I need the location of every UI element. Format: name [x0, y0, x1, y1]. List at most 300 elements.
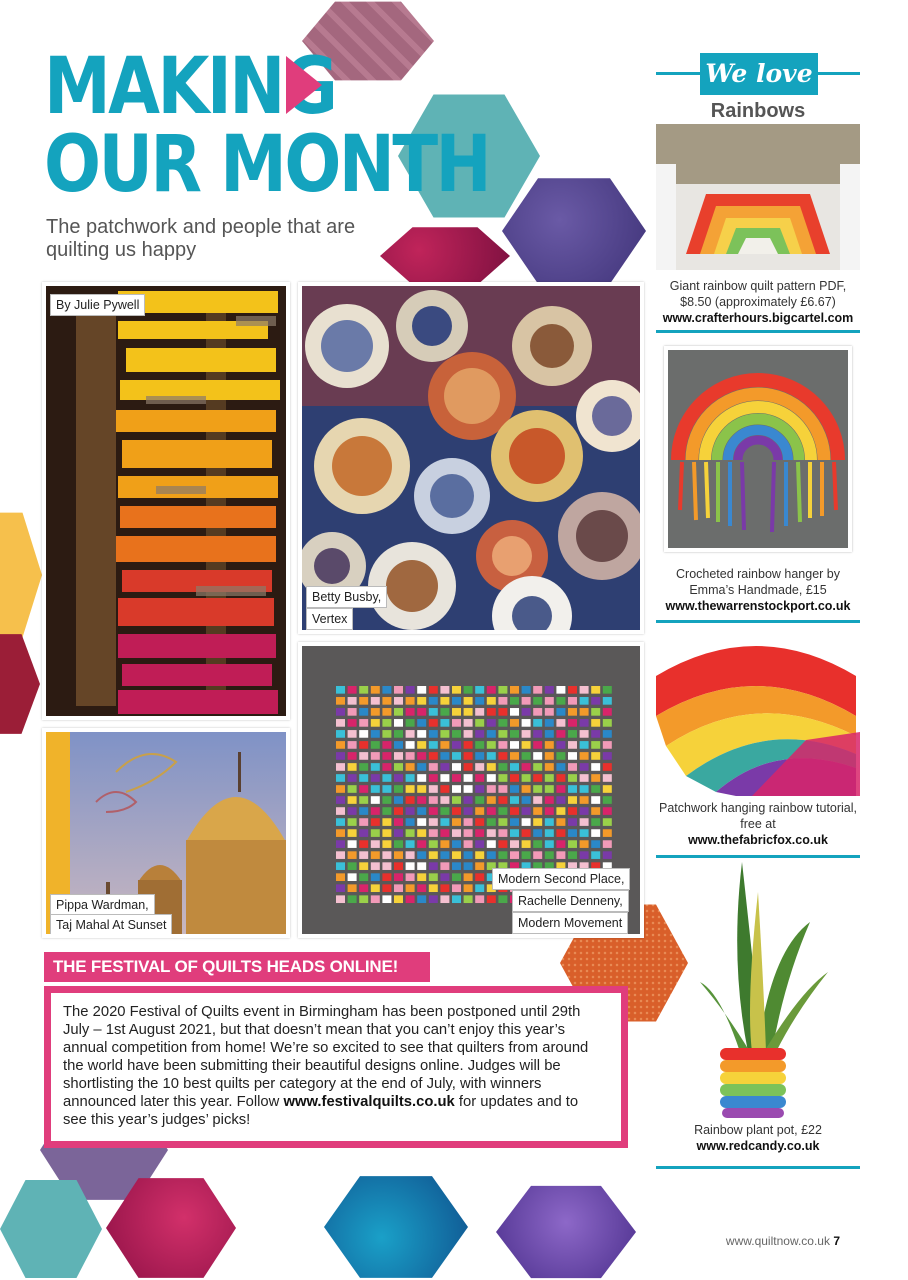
quilt-square [522, 752, 531, 760]
quilt-square [417, 686, 426, 694]
quilt-square [429, 851, 438, 859]
quilt-square [545, 730, 554, 738]
quilt-square [417, 708, 426, 716]
quilt-square [359, 741, 368, 749]
quilt-square [545, 752, 554, 760]
quilt-square [487, 763, 496, 771]
quilt-square [498, 697, 507, 705]
quilt-square [475, 741, 484, 749]
quilt-square [371, 807, 380, 815]
quilt-square [359, 829, 368, 837]
quilt-square [464, 840, 473, 848]
quilt-square [475, 697, 484, 705]
quilt-square [498, 829, 507, 837]
quilt-square [382, 807, 391, 815]
quilt-square [336, 829, 345, 837]
caption-rachelle-line1: Modern Second Place, [498, 872, 625, 886]
product-text-rainbow-quilt [656, 278, 860, 326]
page-title-line2: OUR MONTH [44, 120, 490, 210]
quilt-square [464, 862, 473, 870]
quilt-square [348, 873, 357, 881]
quilt-square [348, 741, 357, 749]
quilt-square [510, 708, 519, 716]
quilt-square [394, 741, 403, 749]
quilt-square [359, 796, 368, 804]
quilt-square [568, 763, 577, 771]
quilt-square [371, 730, 380, 738]
quilt-square [348, 851, 357, 859]
quilt-square [475, 895, 484, 903]
quilt-square [510, 730, 519, 738]
quilt-square [336, 697, 345, 705]
quilt-square [533, 719, 542, 727]
quilt-square [603, 730, 612, 738]
quilt-square [452, 807, 461, 815]
festival-article [44, 986, 628, 1148]
hexagon-fabric-purple [502, 176, 646, 286]
quilt-square [429, 686, 438, 694]
quilt-square [429, 796, 438, 804]
quilt-square [348, 796, 357, 804]
quilt-square [452, 719, 461, 727]
quilt-square [336, 741, 345, 749]
quilt-square [417, 730, 426, 738]
quilt-square [464, 818, 473, 826]
quilt-square [429, 840, 438, 848]
quilt-square [580, 807, 589, 815]
quilt-square [417, 884, 426, 892]
quilt-square [591, 785, 600, 793]
product-text-rainbow-plant-pot [656, 1122, 860, 1154]
quilt-square [556, 741, 565, 749]
quilt-square [371, 818, 380, 826]
quilt-square [348, 829, 357, 837]
caption-rachelle-line3: Modern Movement [518, 916, 623, 930]
quilt-square [417, 741, 426, 749]
quilt-square [406, 807, 415, 815]
quilt-square [429, 818, 438, 826]
quilt-square [336, 719, 345, 727]
quilt-square [556, 785, 565, 793]
quilt-square [406, 708, 415, 716]
quilt-square [568, 719, 577, 727]
quilt-square [464, 785, 473, 793]
quilt-square [440, 686, 449, 694]
quilt-square [533, 686, 542, 694]
quilt-square [348, 840, 357, 848]
quilt-square [429, 763, 438, 771]
quilt-square [452, 708, 461, 716]
quilt-square [533, 807, 542, 815]
quilt-square [336, 796, 345, 804]
quilt-square [359, 862, 368, 870]
quilt-square [336, 730, 345, 738]
quilt-square [440, 884, 449, 892]
quilt-square [487, 774, 496, 782]
quilt-square [556, 851, 565, 859]
quilt-square [394, 686, 403, 694]
quilt-square [498, 763, 507, 771]
separator-2 [656, 620, 860, 623]
quilt-square [580, 851, 589, 859]
quilt-square [510, 686, 519, 694]
quilt-square [498, 818, 507, 826]
product-image-patchwork-rainbow [656, 636, 860, 796]
quilt-square [603, 818, 612, 826]
quilt-square [487, 895, 496, 903]
quilt-square [359, 807, 368, 815]
quilt-square [382, 741, 391, 749]
quilt-square [580, 697, 589, 705]
hexagon-maroon [0, 632, 40, 736]
quilt-square [556, 774, 565, 782]
quilt-square [359, 752, 368, 760]
quilt-square [556, 752, 565, 760]
caption-pippa-line1: Pippa Wardman, [56, 898, 149, 912]
quilt-square [464, 895, 473, 903]
quilt-square [545, 719, 554, 727]
quilt-square [417, 829, 426, 837]
caption-taj-mahal [50, 914, 172, 936]
quilt-square [452, 785, 461, 793]
quilt-square [580, 708, 589, 716]
quilt-square [394, 697, 403, 705]
quilt-square [406, 895, 415, 903]
quilt-square [359, 785, 368, 793]
quilt-square [406, 763, 415, 771]
rainbows-heading: Rainbows [710, 100, 806, 122]
product-desc-crochet-rainbow: Crocheted rainbow hanger by Emma’s Handmade, £15 [676, 567, 840, 597]
quilt-square [452, 796, 461, 804]
quilt-square [406, 851, 415, 859]
quilt-square [603, 774, 612, 782]
quilt-square [591, 829, 600, 837]
quilt-square [475, 873, 484, 881]
product-link-thefabricfox[interactable]: www.thefabricfox.co.uk [688, 833, 828, 847]
quilt-square [371, 708, 380, 716]
quilt-square [545, 807, 554, 815]
patchwork-rainbow-photo [656, 636, 860, 796]
quilt-square [568, 818, 577, 826]
quilt-square [406, 829, 415, 837]
quilt-square [348, 862, 357, 870]
quilt-square [359, 730, 368, 738]
quilt-square [533, 785, 542, 793]
quilt-square [533, 774, 542, 782]
quilt-square [348, 818, 357, 826]
quilt-square [406, 884, 415, 892]
quilt-square [580, 796, 589, 804]
quilt-square [440, 697, 449, 705]
quilt-square [452, 840, 461, 848]
quilt-square [382, 862, 391, 870]
quilt-square [568, 741, 577, 749]
quilt-square [580, 752, 589, 760]
quilt-square [498, 774, 507, 782]
quilt-square [394, 752, 403, 760]
quilt-square [510, 818, 519, 826]
quilt-square [603, 829, 612, 837]
quilt-square [406, 719, 415, 727]
quilt-square [440, 785, 449, 793]
quilt-square [568, 851, 577, 859]
quilt-square [394, 840, 403, 848]
product-link-redcandy[interactable]: www.redcandy.co.uk [696, 1139, 820, 1153]
quilt-square [336, 851, 345, 859]
quilt-square [545, 686, 554, 694]
quilt-square [359, 686, 368, 694]
quilt-square [533, 697, 542, 705]
quilt-square [464, 763, 473, 771]
quilt-square [522, 796, 531, 804]
product-link-thewarrenstockport[interactable]: www.thewarrenstockport.co.uk [665, 599, 851, 613]
product-desc-rainbow-plant-pot: Rainbow plant pot, £22 [694, 1123, 822, 1137]
quilt-square [591, 851, 600, 859]
quilt-square [406, 796, 415, 804]
quilt-square [452, 818, 461, 826]
quilt-square [498, 741, 507, 749]
quilt-square [510, 796, 519, 804]
quilt-square [452, 873, 461, 881]
quilt-square [533, 818, 542, 826]
quilt-square [522, 851, 531, 859]
quilt-square [359, 884, 368, 892]
caption-betty-busby [306, 586, 387, 608]
quilt-square [394, 873, 403, 881]
we-love-rule-left [656, 72, 700, 75]
product-desc-patchwork-rainbow: Patchwork hanging rainbow tutorial, free at [658, 801, 858, 831]
quilt-square [568, 697, 577, 705]
quilt-square [382, 719, 391, 727]
quilt-square [580, 829, 589, 837]
page-title-line1: MAKING [44, 42, 336, 132]
quilt-square [545, 829, 554, 837]
quilt-square [591, 730, 600, 738]
quilt-square [568, 752, 577, 760]
quilt-square [475, 840, 484, 848]
quilt-square [475, 807, 484, 815]
quilt-square [475, 884, 484, 892]
quilt-square [348, 686, 357, 694]
quilt-square [406, 686, 415, 694]
caption-julie-pywell: By Julie Pywell [50, 294, 145, 316]
footer-site: www.quiltnow.co.uk [725, 1234, 830, 1248]
quilt-square [464, 686, 473, 694]
quilt-square [394, 862, 403, 870]
quilt-square [556, 829, 565, 837]
quilt-square [440, 895, 449, 903]
quilt-square [522, 741, 531, 749]
quilt-square [603, 785, 612, 793]
quilt-square [371, 840, 380, 848]
page-number: 7 [833, 1234, 840, 1248]
quilt-square [371, 719, 380, 727]
quilt-square [603, 708, 612, 716]
quilt-square [603, 752, 612, 760]
quilt-square [371, 884, 380, 892]
quilt-square [406, 873, 415, 881]
quilt-square [591, 708, 600, 716]
quilt-square [603, 697, 612, 705]
quilt-square [394, 895, 403, 903]
quilt-square [336, 807, 345, 815]
quilt-square [417, 763, 426, 771]
quilt-square [510, 719, 519, 727]
quilt-square [498, 785, 507, 793]
quilt-square [533, 752, 542, 760]
quilt-square [406, 697, 415, 705]
quilt-square [533, 763, 542, 771]
quilt-square [371, 862, 380, 870]
quilt-square [429, 873, 438, 881]
quilt-square [510, 697, 519, 705]
quilt-square [522, 763, 531, 771]
quilt-square [359, 818, 368, 826]
caption-modern-movement [512, 912, 628, 934]
quilt-square [406, 818, 415, 826]
quilt-square [464, 752, 473, 760]
quilt-square [440, 873, 449, 881]
quilt-square [394, 818, 403, 826]
quilt-square [382, 730, 391, 738]
quilt-square [580, 741, 589, 749]
quilt-square [522, 840, 531, 848]
quilt-square [348, 719, 357, 727]
quilt-square [487, 741, 496, 749]
quilt-square [498, 752, 507, 760]
quilt-square [580, 730, 589, 738]
quilt-square [568, 785, 577, 793]
product-image-rainbow-quilt [656, 124, 860, 270]
quilt-square [475, 829, 484, 837]
quilt-square [603, 763, 612, 771]
quilt-square [475, 796, 484, 804]
triangle-arrow-icon [286, 56, 322, 114]
quilt-square [336, 785, 345, 793]
photo-pippa-wardman-taj-mahal [42, 728, 290, 938]
hexagon-yellow [0, 510, 42, 640]
quilt-square [556, 708, 565, 716]
quilt-square [545, 818, 554, 826]
quilt-square [440, 829, 449, 837]
quilt-square [580, 763, 589, 771]
quilt-square [591, 774, 600, 782]
quilt-square [371, 686, 380, 694]
quilt-square [591, 818, 600, 826]
quilt-square [440, 818, 449, 826]
quilt-square [336, 840, 345, 848]
quilt-square [487, 719, 496, 727]
quilt-square [498, 851, 507, 859]
quilt-square [510, 785, 519, 793]
quilt-square [348, 697, 357, 705]
quilt-square [394, 807, 403, 815]
quilt-square [591, 719, 600, 727]
quilt-square [336, 862, 345, 870]
quilt-square [348, 763, 357, 771]
quilt-square [464, 741, 473, 749]
quilt-square [545, 708, 554, 716]
caption-vertex [306, 608, 353, 630]
quilt-square [336, 752, 345, 760]
quilt-square [417, 818, 426, 826]
quilt-square [498, 708, 507, 716]
quilt-square [591, 796, 600, 804]
quilt-square [545, 851, 554, 859]
quilt-square [440, 851, 449, 859]
quilt-square [382, 763, 391, 771]
quilt-square [510, 763, 519, 771]
quilt-square [336, 763, 345, 771]
quilt-square [429, 752, 438, 760]
quilt-square [382, 708, 391, 716]
quilt-square [429, 785, 438, 793]
quilt-square [336, 686, 345, 694]
quilt-square [336, 708, 345, 716]
quilt-square [371, 796, 380, 804]
quilt-square [464, 697, 473, 705]
quilt-square [498, 895, 507, 903]
quilt-square [475, 730, 484, 738]
quilt-square [417, 752, 426, 760]
quilt-square [371, 774, 380, 782]
striped-quilt-image [46, 286, 286, 716]
quilt-square [359, 763, 368, 771]
quilt-square [498, 807, 507, 815]
quilt-square [452, 730, 461, 738]
quilt-square [603, 796, 612, 804]
quilt-square [487, 818, 496, 826]
quilt-square [359, 719, 368, 727]
quilt-square [498, 796, 507, 804]
festival-body-end: for updates and to see this year’s judges’ picks! [63, 1094, 579, 1128]
quilt-square [371, 763, 380, 771]
quilt-square [406, 730, 415, 738]
festival-link[interactable]: www.festivalquilts.co.uk [283, 1094, 455, 1110]
quilt-square [429, 708, 438, 716]
quilt-square [487, 697, 496, 705]
quilt-square [452, 862, 461, 870]
quilt-square [336, 818, 345, 826]
product-link-crafterhours[interactable]: www.crafterhours.bigcartel.com [662, 311, 854, 325]
quilt-square [580, 774, 589, 782]
caption-pippa-line2: Taj Mahal At Sunset [56, 918, 167, 932]
quilt-square [475, 862, 484, 870]
quilt-square [417, 862, 426, 870]
quilt-square [359, 708, 368, 716]
quilt-square [452, 697, 461, 705]
photo-julie-pywell-quilt [42, 282, 290, 720]
quilt-square [394, 719, 403, 727]
quilt-square [440, 796, 449, 804]
quilt-square [348, 730, 357, 738]
separator-1 [656, 330, 860, 333]
quilt-square [487, 752, 496, 760]
festival-body-start: The 2020 Festival of Quilts event in Birmingham has been postponed until 29th July – 1st August 2021, but that doesn’t mean that you can’t enjoy this year’s annual competition from home! We’re so excited to see that quilters from around the world have been submitting their beautiful designs online. Judges will be shortlisting the 10 best quilts per category at the end of July, with winners announced later this year. Follow [63, 1004, 589, 1110]
quilt-square [510, 851, 519, 859]
quilt-square [464, 796, 473, 804]
quilt-square [359, 895, 368, 903]
quilt-square [580, 686, 589, 694]
quilt-square [464, 774, 473, 782]
quilt-square [568, 774, 577, 782]
quilt-square [394, 785, 403, 793]
quilt-square [440, 862, 449, 870]
quilt-square [545, 741, 554, 749]
quilt-square [568, 829, 577, 837]
quilt-square [406, 862, 415, 870]
quilt-square [556, 719, 565, 727]
